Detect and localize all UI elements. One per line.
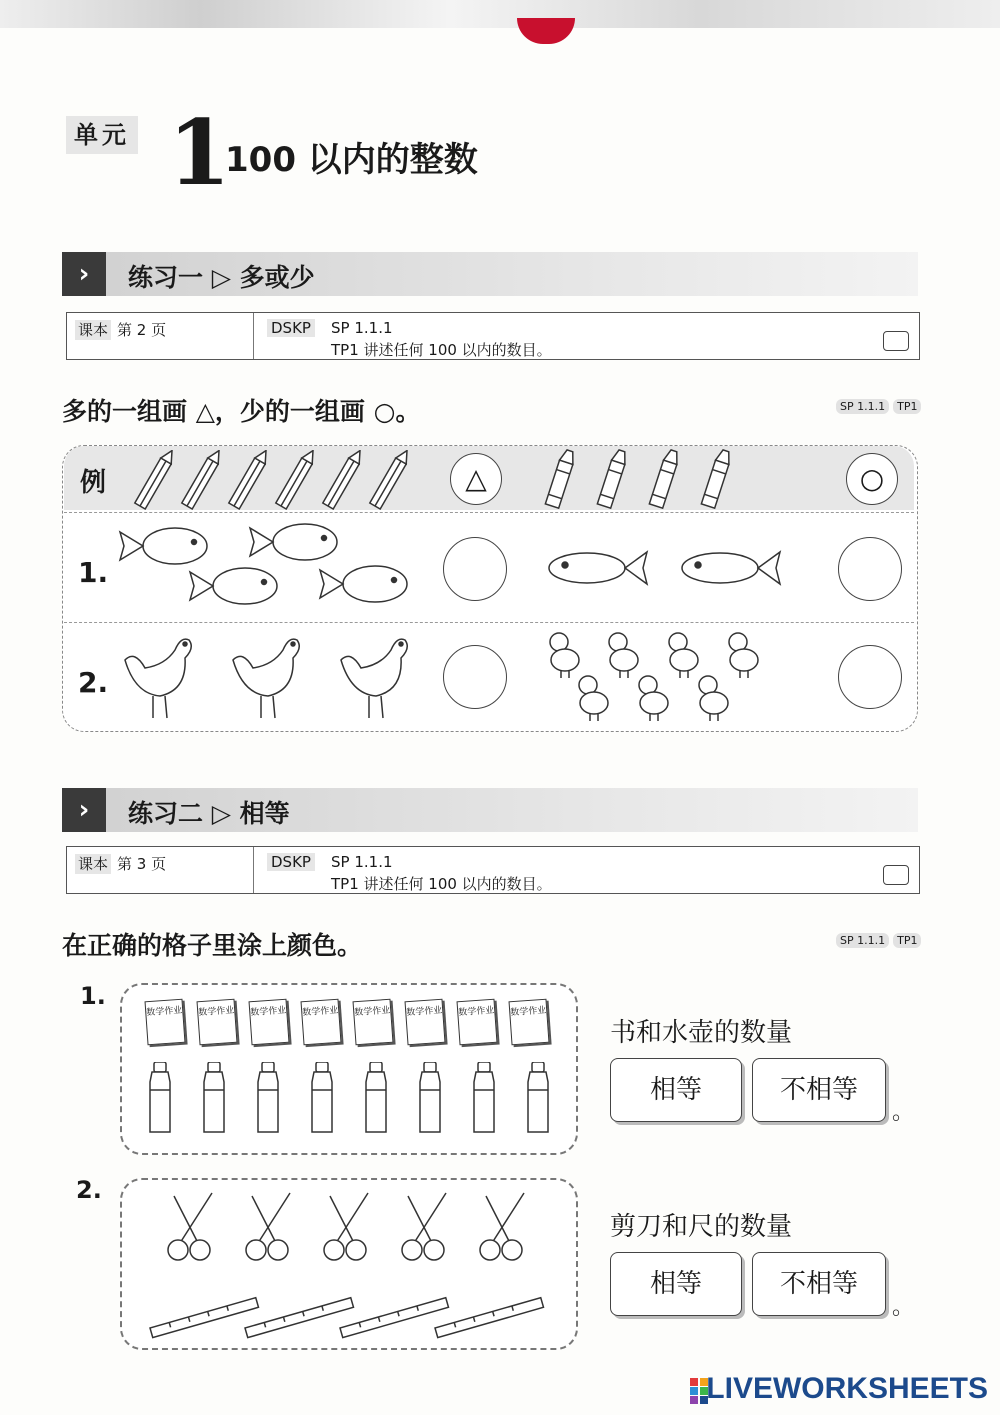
exercise1-title: 练习一 ▷ 多或少 [128,263,315,292]
fish-group-less [540,540,790,596]
sp-code: SP 1.1.1 [331,853,393,871]
fish-icon [549,552,647,584]
hen-group [115,630,425,725]
book-icon: 数学作业 [197,999,238,1046]
bottle-icon [150,1062,170,1132]
fish-icon [190,568,277,604]
book-icon: 数学作业 [509,999,550,1046]
fish-group-more [115,516,415,616]
dskp-label: DSKP [267,319,315,337]
exercise2-instruction: 在正确的格子里涂上颜色。 [62,931,363,960]
crayon-icon [701,449,732,508]
book-icon: 数学作业 [301,999,342,1046]
row1-answer-more[interactable] [443,537,507,601]
chick-icon [669,633,698,678]
q1-label: 1. [80,982,106,1010]
book-icon: 数学作业 [249,999,290,1046]
textbook-label: 课本 [75,320,111,340]
exercise2-title: 练习二 ▷ 相等 [128,799,290,828]
red-binder-mark [517,18,575,44]
exercise1-header [62,252,918,296]
bottle-icon [366,1062,386,1132]
fish-icon [120,528,207,564]
row2-answer-more[interactable] [443,645,507,709]
q1-period: 。 [892,1100,915,1125]
chick-icon [609,633,638,678]
hen-icon [125,639,191,718]
row2-answer-less[interactable] [838,645,902,709]
pencil-icon [276,450,318,509]
book-icon: 数学作业 [405,999,446,1046]
chick-icon [579,676,608,721]
q1-option-equal[interactable]: 相等 [610,1058,742,1122]
scissors-icon [246,1193,290,1260]
sp-code: SP 1.1.1 [331,319,393,337]
crayon-icon [545,449,576,508]
liveworksheets-watermark: LIVEWORKSHEETS [706,1372,988,1405]
q2-question-text: 剪刀和尺的数量 [610,1212,793,1242]
bottle-row [140,1062,560,1136]
tp-description: TP1 讲述任何 100 以内的数目。 [331,341,552,359]
bottle-icon [420,1062,440,1132]
ruler-row [145,1278,555,1340]
bottle-icon [312,1062,332,1132]
ruler-icon [150,1298,258,1338]
chick-icon [699,676,728,721]
exercise2-tags: SP 1.1.1 TP1 [832,934,921,947]
exercise1-tags: SP 1.1.1 TP1 [832,400,921,413]
fish-icon [250,524,337,560]
pencil-icon [182,450,224,509]
unit-title: 100 以内的整数 [225,140,478,180]
hen-icon [233,639,299,718]
q2-option-equal[interactable]: 相等 [610,1252,742,1316]
pencil-icon [135,450,177,509]
chick-icon [550,633,579,678]
q2-option-unequal[interactable]: 不相等 [752,1252,886,1316]
textbook-page: 第 2 页 [117,321,167,339]
q1-option-unequal[interactable]: 不相等 [752,1058,886,1122]
fish-icon [682,552,780,584]
pencils-group [130,450,420,512]
top-shadow-band [0,0,1000,28]
scissors-icon [168,1193,212,1260]
scissors-icon [402,1193,446,1260]
exercise2-header [62,788,918,832]
book-icon: 数学作业 [457,999,498,1046]
self-check-box[interactable] [883,331,909,351]
scissors-icon [480,1193,524,1260]
chevron-right-icon: › [62,252,106,296]
scissors-row [150,1188,550,1268]
chevron-right-icon: › [62,788,106,832]
scissors-icon [324,1193,368,1260]
hen-icon [341,639,407,718]
book-row [146,1000,566,1050]
q2-label: 2. [76,1176,102,1204]
row1-answer-less[interactable] [838,537,902,601]
tp-description: TP1 讲述任何 100 以内的数目。 [331,875,552,893]
dskp-label: DSKP [267,853,315,871]
chick-icon [639,676,668,721]
bottle-icon [258,1062,278,1132]
unit-label: 单元 [66,116,138,154]
fish-icon [320,566,407,602]
pencil-icon [323,450,365,509]
bottle-icon [474,1062,494,1132]
unit-number: 1 [168,100,231,206]
ruler-icon [435,1298,543,1338]
q1-question-text: 书和水壶的数量 [610,1018,793,1048]
example-less-mark: ○ [846,453,898,505]
crayon-icon [649,449,680,508]
textbook-label: 课本 [75,854,111,874]
ruler-icon [340,1298,448,1338]
pencil-icon [370,450,412,509]
pencil-icon [229,450,271,509]
crayon-icon [597,449,628,508]
book-icon: 数学作业 [353,999,394,1046]
q2-period: 。 [892,1295,915,1320]
ruler-icon [245,1298,353,1338]
crayons-group [540,448,740,510]
textbook-page: 第 3 页 [117,855,167,873]
bottle-icon [528,1062,548,1132]
chick-icon [729,633,758,678]
chick-group [540,625,770,725]
self-check-box[interactable] [883,865,909,885]
example-more-mark: △ [450,453,502,505]
exercise1-info-box [66,312,920,360]
exercise2-info-box [66,846,920,894]
row2-label: 2. [78,666,109,699]
bottle-icon [204,1062,224,1132]
exercise1-instruction: 多的一组画 △，少的一组画 ○。 [62,397,421,426]
example-label: 例 [80,468,107,498]
book-icon: 数学作业 [145,999,186,1046]
row1-label: 1. [78,556,109,589]
